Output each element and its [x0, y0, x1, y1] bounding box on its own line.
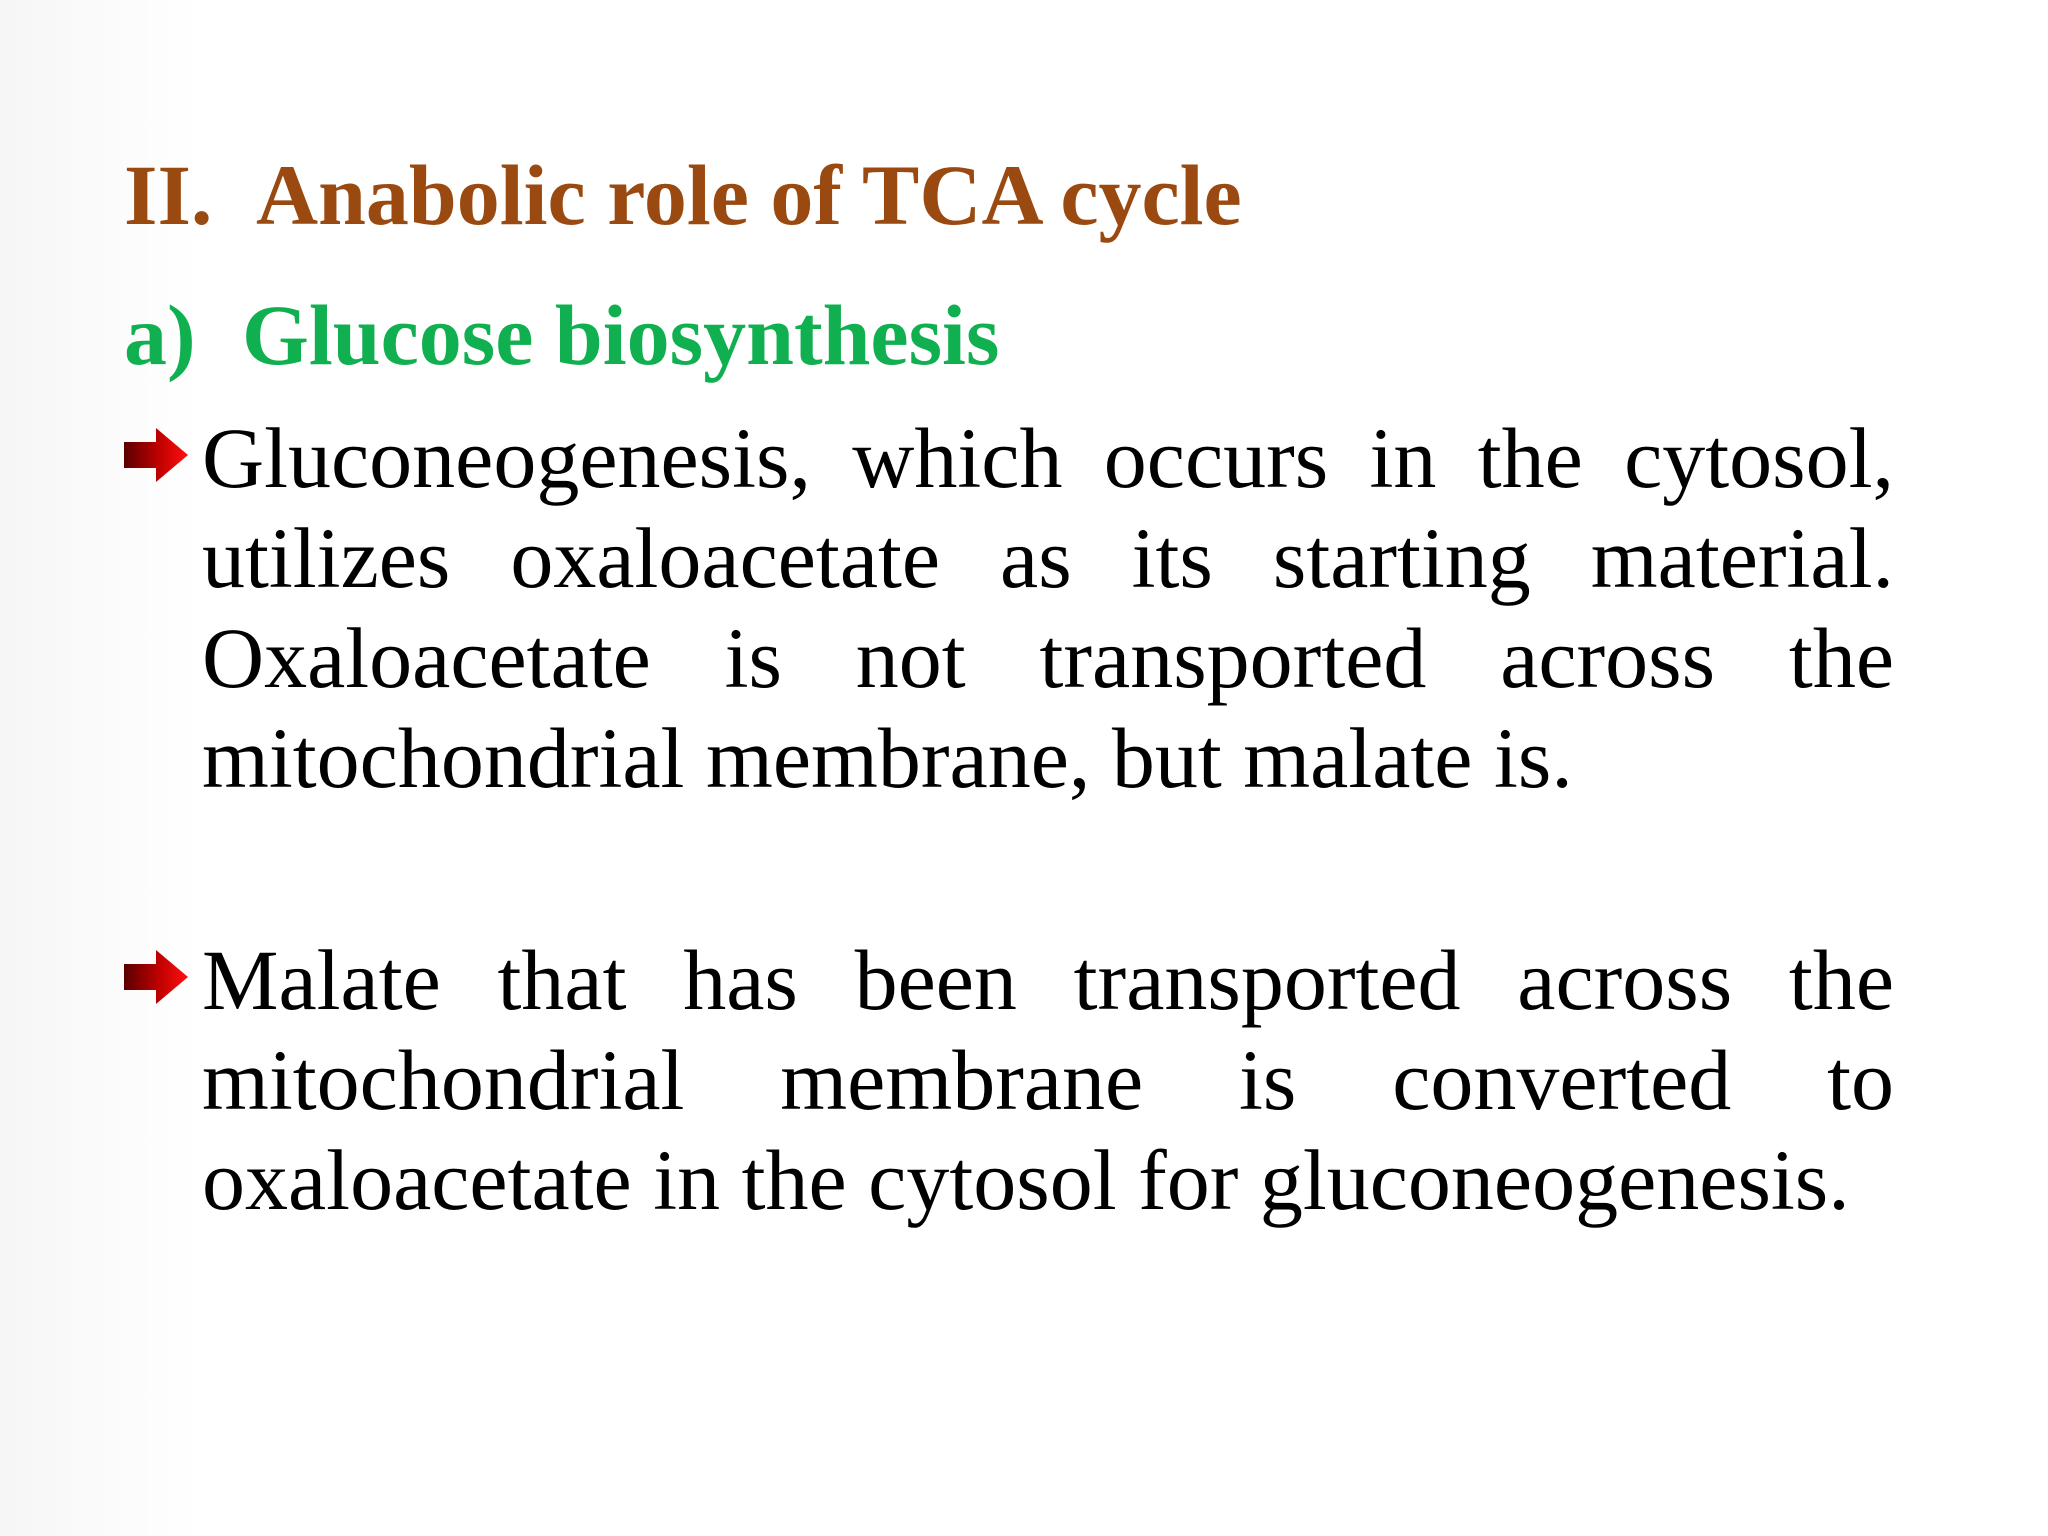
- subheading-number: a): [124, 287, 196, 383]
- red-arrow-bullet-icon: [124, 428, 188, 482]
- slide-heading: [124, 147, 1242, 243]
- bullet-text: Gluconeogenesis, which occurs in the cytosol, utilizes oxaloacetate as its starting material. Oxaloacetate is not transported across the mitochondrial membrane, but malate is.: [202, 410, 1894, 806]
- red-arrow-bullet-icon: [124, 950, 188, 1004]
- heading-number: II.: [124, 147, 213, 243]
- heading-title: Anabolic role of TCA cycle: [256, 147, 1242, 243]
- slide-subheading: [124, 287, 1000, 383]
- bullet-item: [124, 408, 1894, 808]
- bullet-item: [124, 930, 1894, 1230]
- bullet-text: Malate that has been transported across the mitochondrial membrane is converted to oxaloacetate in the cytosol for gluconeogenesis.: [202, 932, 1894, 1228]
- subheading-title: Glucose biosynthesis: [242, 287, 1000, 383]
